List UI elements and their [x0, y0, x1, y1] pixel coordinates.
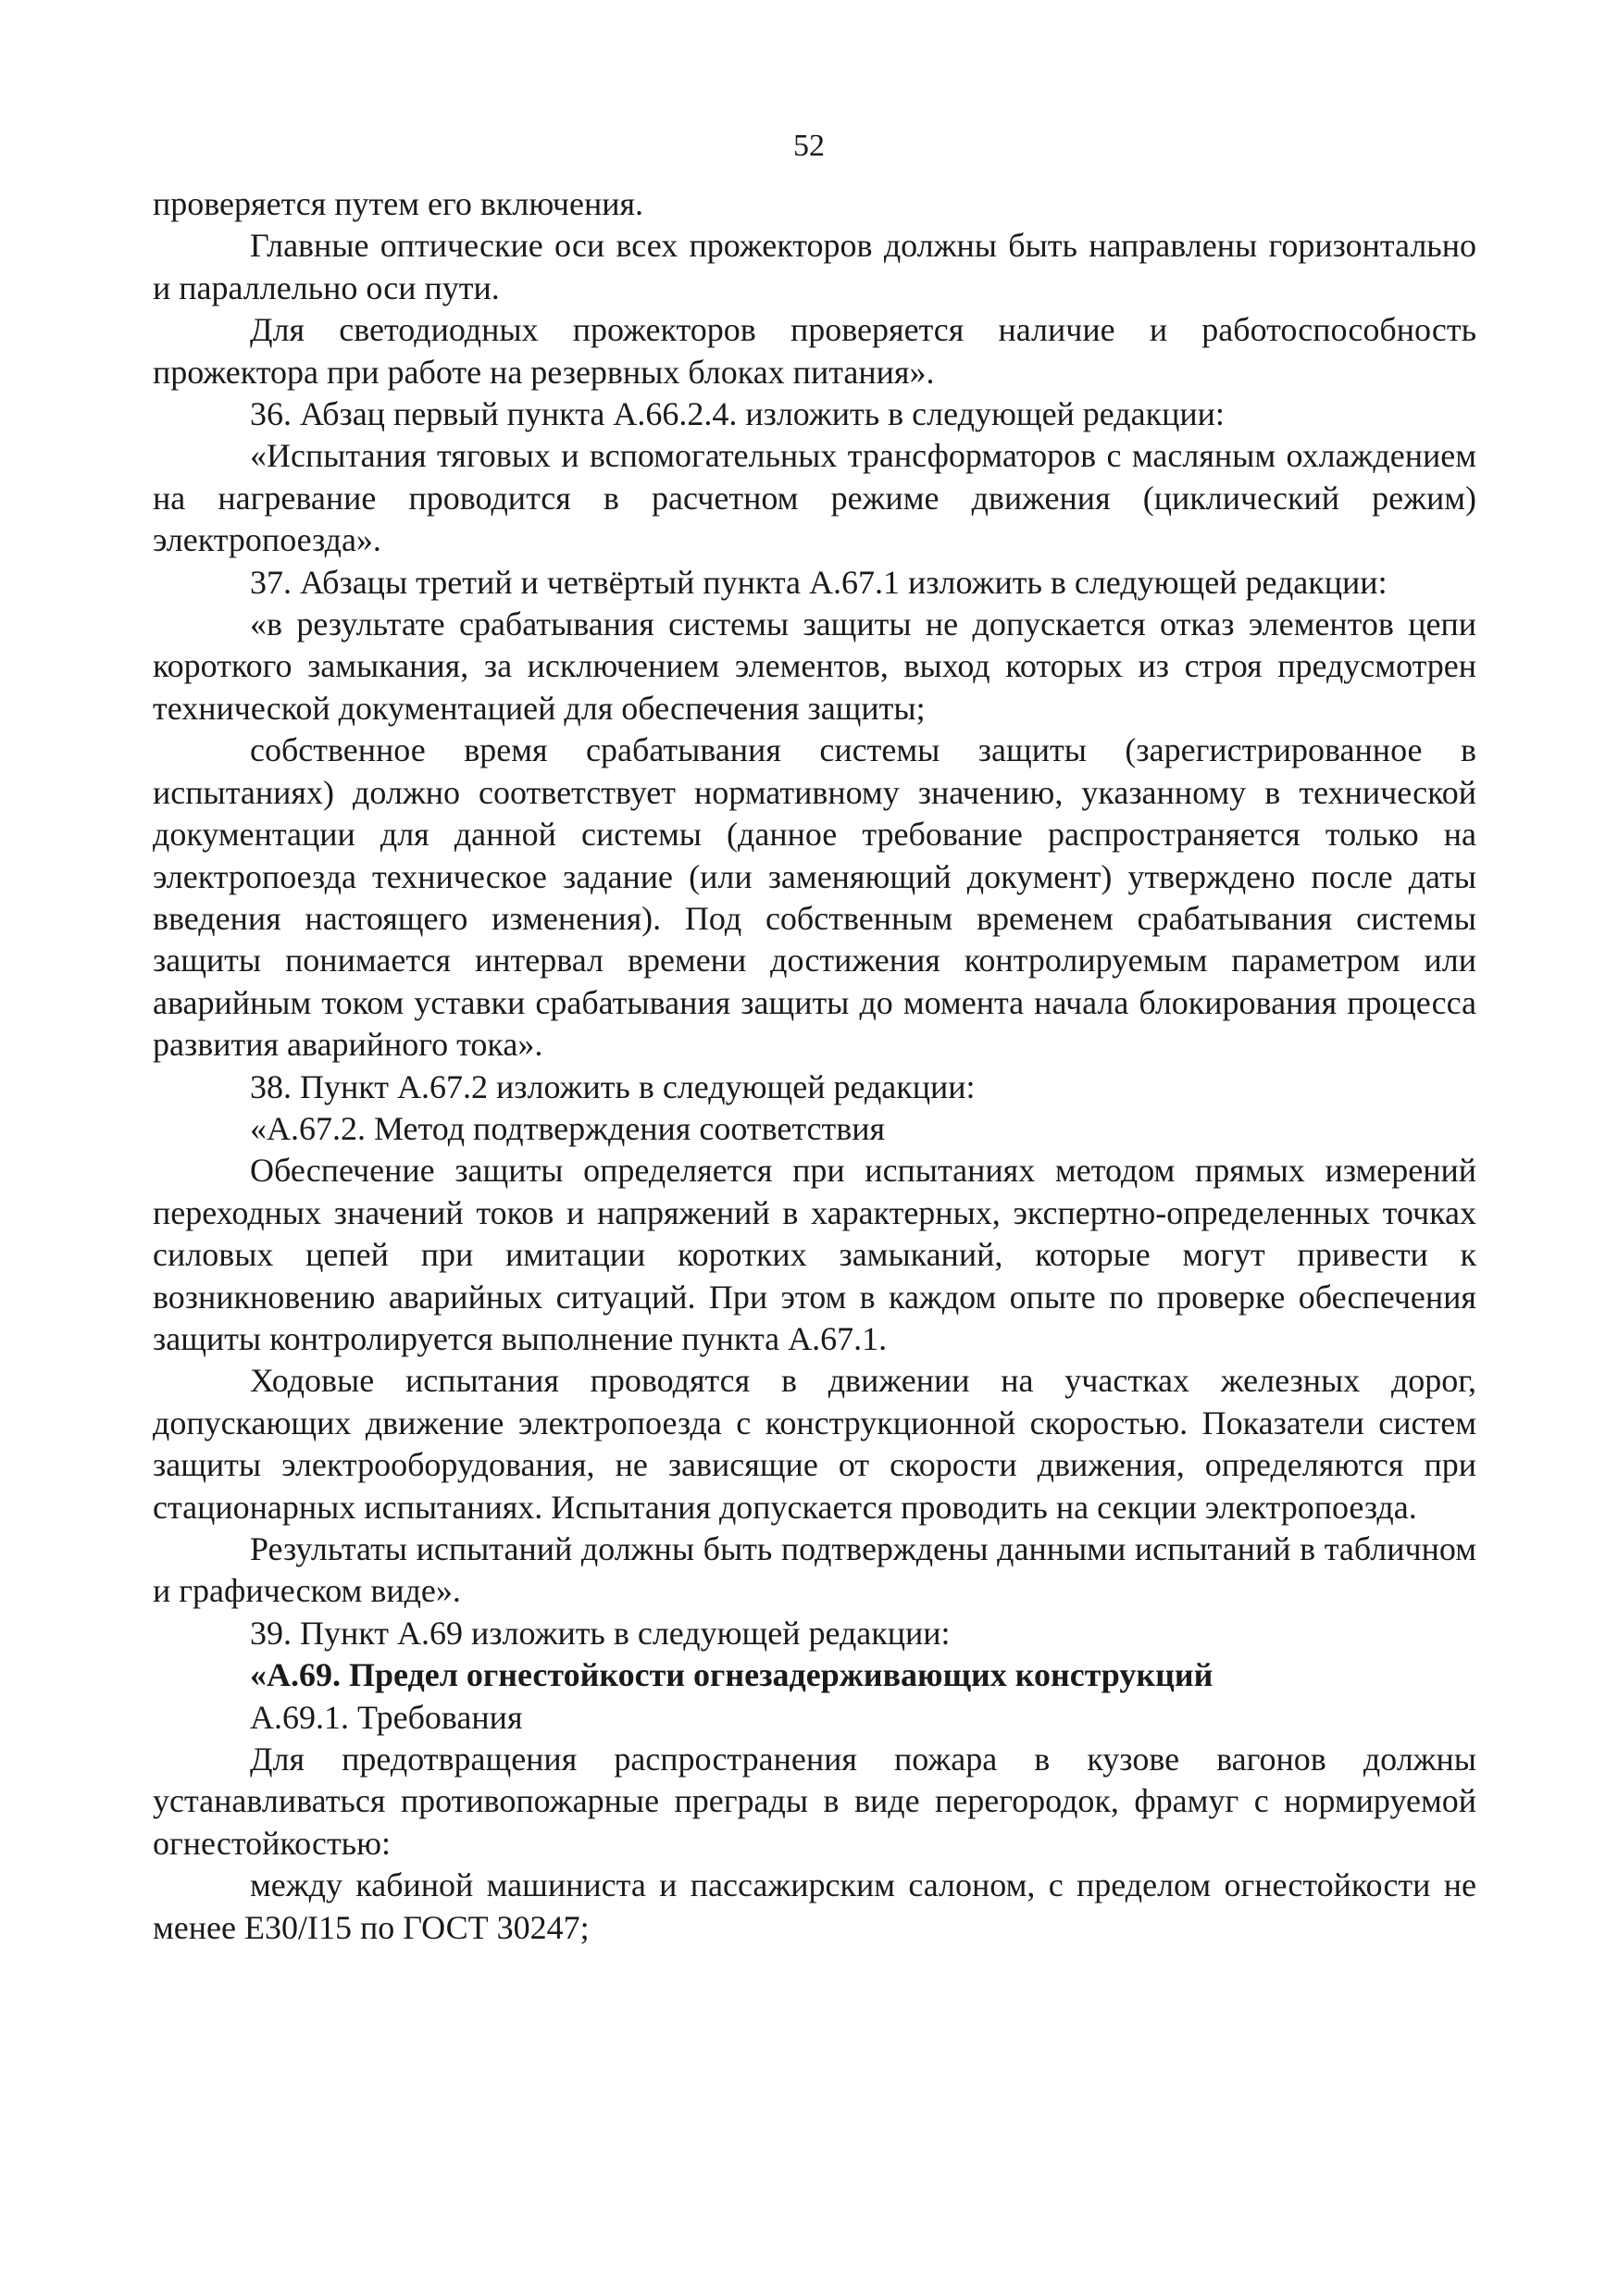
paragraph: Для светодиодных прожекторов проверяется наличие и работоспособность прожектора при работе на резервных блоках питания».	[153, 311, 1476, 391]
document-body	[153, 183, 1476, 1949]
paragraph: 36. Абзац первый пункта А.66.2.4. изложить в следующей редакции:	[250, 395, 1225, 433]
section-heading: «А.69. Предел огнестойкости огнезадерживающих конструкций	[250, 1656, 1214, 1694]
paragraph: 39. Пункт А.69 изложить в следующей редакции:	[250, 1614, 951, 1652]
paragraph: Главные оптические оси всех прожекторов должны быть направлены горизонтально и параллельно оси пути.	[153, 227, 1476, 306]
paragraph: между кабиной машиниста и пассажирским салоном, с пределом огнестойкости не менее Е30/I15 по ГОСТ 30247;	[153, 1866, 1476, 1946]
paragraph: Результаты испытаний должны быть подтверждены данными испытаний в табличном и графическом виде».	[153, 1530, 1476, 1610]
paragraph: проверяется путем его включения.	[153, 185, 644, 222]
paragraph: 38. Пункт А.67.2 изложить в следующей редакции:	[250, 1067, 976, 1105]
paragraph: Ходовые испытания проводятся в движении на участках железных дорог, допускающих движение электропоезда с конструкционной скоростью. Показатели систем защиты электрооборудования, не зависящие от скорости движения, определяются при стационарных испытаниях. Испытания допускается проводить на секции электропоезда.	[153, 1362, 1476, 1526]
paragraph: «в результате срабатывания системы защиты не допускается отказ элементов цепи короткого замыкания, за исключением элементов, выход которых из строя предусмотрен технической документацией для обеспечения защиты;	[153, 605, 1476, 727]
paragraph: Для предотвращения распространения пожара в кузове вагонов должны устанавливаться противопожарные преграды в виде перегородок, фрамуг с нормируемой огнестойкостью:	[153, 1741, 1476, 1862]
paragraph: «А.67.2. Метод подтверждения соответствия	[250, 1109, 886, 1147]
page-number: 52	[793, 129, 825, 163]
paragraph: Обеспечение защиты определяется при испытаниях методом прямых измерений переходных значений токов и напряжений в характерных, экспертно-определенных точках силовых цепей при имитации коротких замыканий, которые могут привести к возникновению аварийных ситуаций. При этом в каждом опыте по проверке обеспечения защиты контролируется выполнение пункта А.67.1.	[153, 1152, 1476, 1357]
paragraph: «Испытания тяговых и вспомогательных трансформаторов с масляным охлаждением на нагревание проводится в расчетном режиме движения (циклический режим) электропоезда».	[153, 437, 1476, 559]
paragraph: собственное время срабатывания системы защиты (зарегистрированное в испытаниях) должно соответствует нормативному значению, указанному в технической документации для данной системы (данное требование распространяется только на электропоезда техническое задание (или заменяющий документ) утверждено после даты введения настоящего изменения). Под собственным временем срабатывания системы защиты понимается интервал времени достижения контролируемым параметром или аварийным током уставки срабатывания защиты до момента начала блокирования процесса развития аварийного тока».	[153, 731, 1476, 1064]
subsection-heading: А.69.1. Требования	[250, 1698, 523, 1736]
paragraph: 37. Абзацы третий и четвёртый пункта А.67.1 изложить в следующей редакции:	[250, 563, 1388, 601]
